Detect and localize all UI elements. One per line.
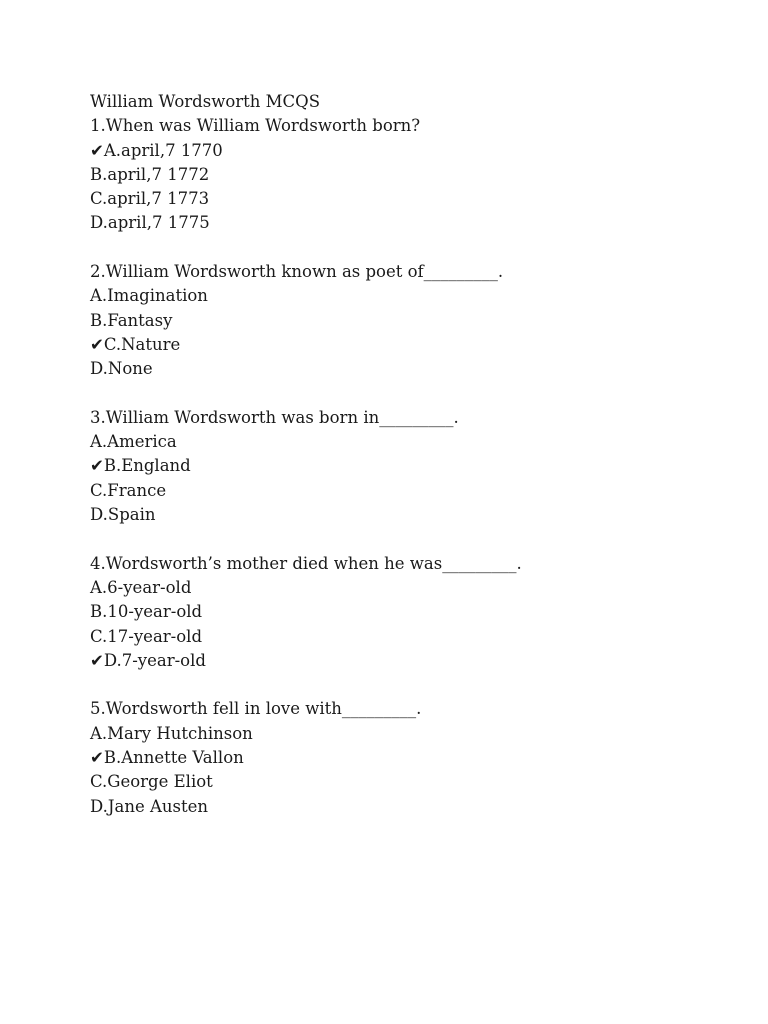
option-a: A.Imagination (90, 286, 208, 306)
question-text: 3.William Wordsworth was born in_________. (90, 407, 459, 427)
option-a: A.America (90, 432, 177, 452)
question-block-3 (90, 406, 710, 527)
question-block-1 (90, 114, 710, 235)
question-text: 2.William Wordsworth known as poet of_________. (90, 262, 504, 282)
option-c: C.april,7 1773 (90, 189, 210, 209)
option-d: ✔D.7-year-old (90, 650, 206, 670)
option-b: ✔B.England (90, 456, 191, 476)
option-d: D.april,7 1775 (90, 213, 210, 233)
question-text: 5.Wordsworth fell in love with_________. (90, 699, 422, 719)
option-b: ✔B.Annette Vallon (90, 748, 244, 768)
option-d: D.Jane Austen (90, 796, 209, 816)
option-b: B.10-year-old (90, 602, 203, 622)
document-content (90, 90, 710, 819)
question-text: 1.When was William Wordsworth born? (90, 116, 421, 136)
spacer (90, 382, 710, 406)
option-c: ✔C.Nature (90, 334, 181, 354)
option-c: C.France (90, 480, 167, 500)
question-block-2 (90, 260, 710, 381)
document-title: William Wordsworth MCQS (90, 92, 320, 111)
question-block-4 (90, 552, 710, 673)
option-a: A.Mary Hutchinson (90, 723, 253, 743)
option-c: C.George Eliot (90, 772, 213, 792)
question-text: 4.Wordsworth’s mother died when he was_________. (90, 553, 522, 573)
question-block-5 (90, 697, 710, 818)
option-a: A.6-year-old (90, 577, 192, 597)
option-a: ✔A.april,7 1770 (90, 140, 223, 160)
spacer (90, 236, 710, 260)
spacer (90, 673, 710, 697)
option-c: C.17-year-old (90, 626, 203, 646)
option-d: D.None (90, 359, 153, 379)
spacer (90, 527, 710, 551)
option-b: B.Fantasy (90, 310, 173, 330)
option-b: B.april,7 1772 (90, 164, 210, 184)
option-d: D.Spain (90, 505, 156, 525)
